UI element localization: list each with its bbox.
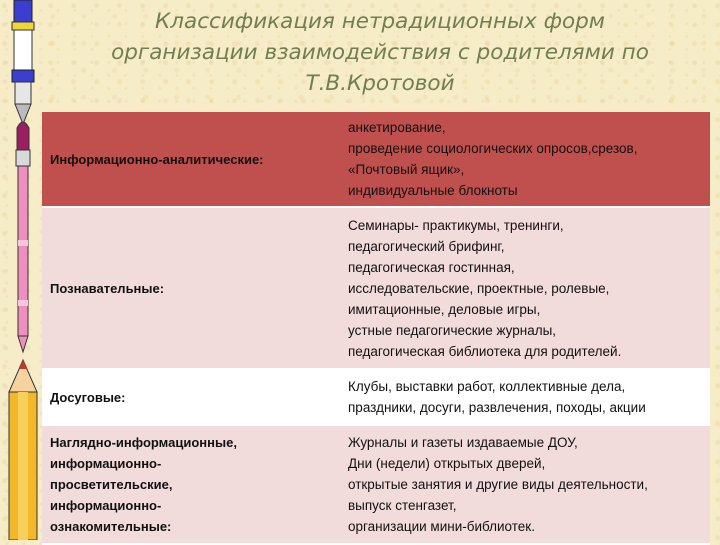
forms-cell (344, 369, 710, 425)
pen-nib-icon (12, 0, 34, 124)
title-line-3: Т.В.Кротовой (305, 71, 455, 96)
form-item: открытые занятия и другие виды деятельности, (348, 477, 648, 492)
form-item: проведение социологических опросов,срезов, (348, 141, 638, 156)
form-item: устные педагогические журналы, (348, 322, 557, 338)
form-item: Клубы, выставки работ, коллективные дела, (348, 379, 626, 394)
form-item: педагогическая библиотека для родителей. (348, 343, 622, 359)
form-item: анкетирование, (348, 120, 446, 135)
classification-table (42, 112, 710, 545)
form-item: Дни (недели) открытых дверей, (348, 456, 546, 471)
table-row (42, 425, 710, 544)
forms-cell (344, 207, 710, 369)
category-label: ознакомительные: (50, 519, 172, 534)
category-cell (42, 112, 344, 207)
form-item: индивидуальные блокноты (348, 183, 518, 198)
table-row (42, 369, 710, 425)
category-cell (42, 207, 344, 369)
paintbrush-icon (16, 122, 30, 352)
form-item: праздники, досуги, развлечения, походы, акции (348, 400, 646, 415)
form-item: педагогический брифинг, (348, 238, 505, 254)
table-row (42, 112, 710, 207)
category-cell (42, 425, 344, 544)
category-label: Наглядно-информационные, (50, 435, 237, 450)
table-row (42, 207, 710, 369)
category-label: Познавательные: (50, 280, 165, 296)
form-item: Журналы и газеты издаваемые ДОУ, (348, 435, 578, 450)
form-item: имитационные, деловые игры, (348, 301, 541, 317)
title-line-1: Классификация нетрадиционных форм (155, 9, 605, 34)
form-item: организации мини-библиотек. (348, 519, 535, 534)
form-item: педагогическая гостинная, (348, 259, 515, 275)
category-label: информационно- (50, 498, 162, 513)
title-line-2: организации взаимодействия с родителями по (111, 40, 649, 65)
pencil-icon (9, 360, 37, 540)
category-label: Досуговые: (50, 389, 126, 405)
category-cell (42, 369, 344, 425)
slide-title (60, 6, 700, 99)
category-label: информационно- (50, 456, 162, 471)
form-item: выпуск стенгазет, (348, 498, 457, 513)
category-label: просветительские, (50, 477, 173, 492)
category-label: Информационно-аналитические: (50, 151, 264, 167)
forms-cell (344, 425, 710, 544)
form-item: Семинары- практикумы, тренинги, (348, 217, 564, 233)
form-item: исследовательские, проектные, ролевые, (348, 280, 610, 296)
form-item: «Почтовый ящик», (348, 162, 465, 177)
forms-cell (344, 112, 710, 207)
